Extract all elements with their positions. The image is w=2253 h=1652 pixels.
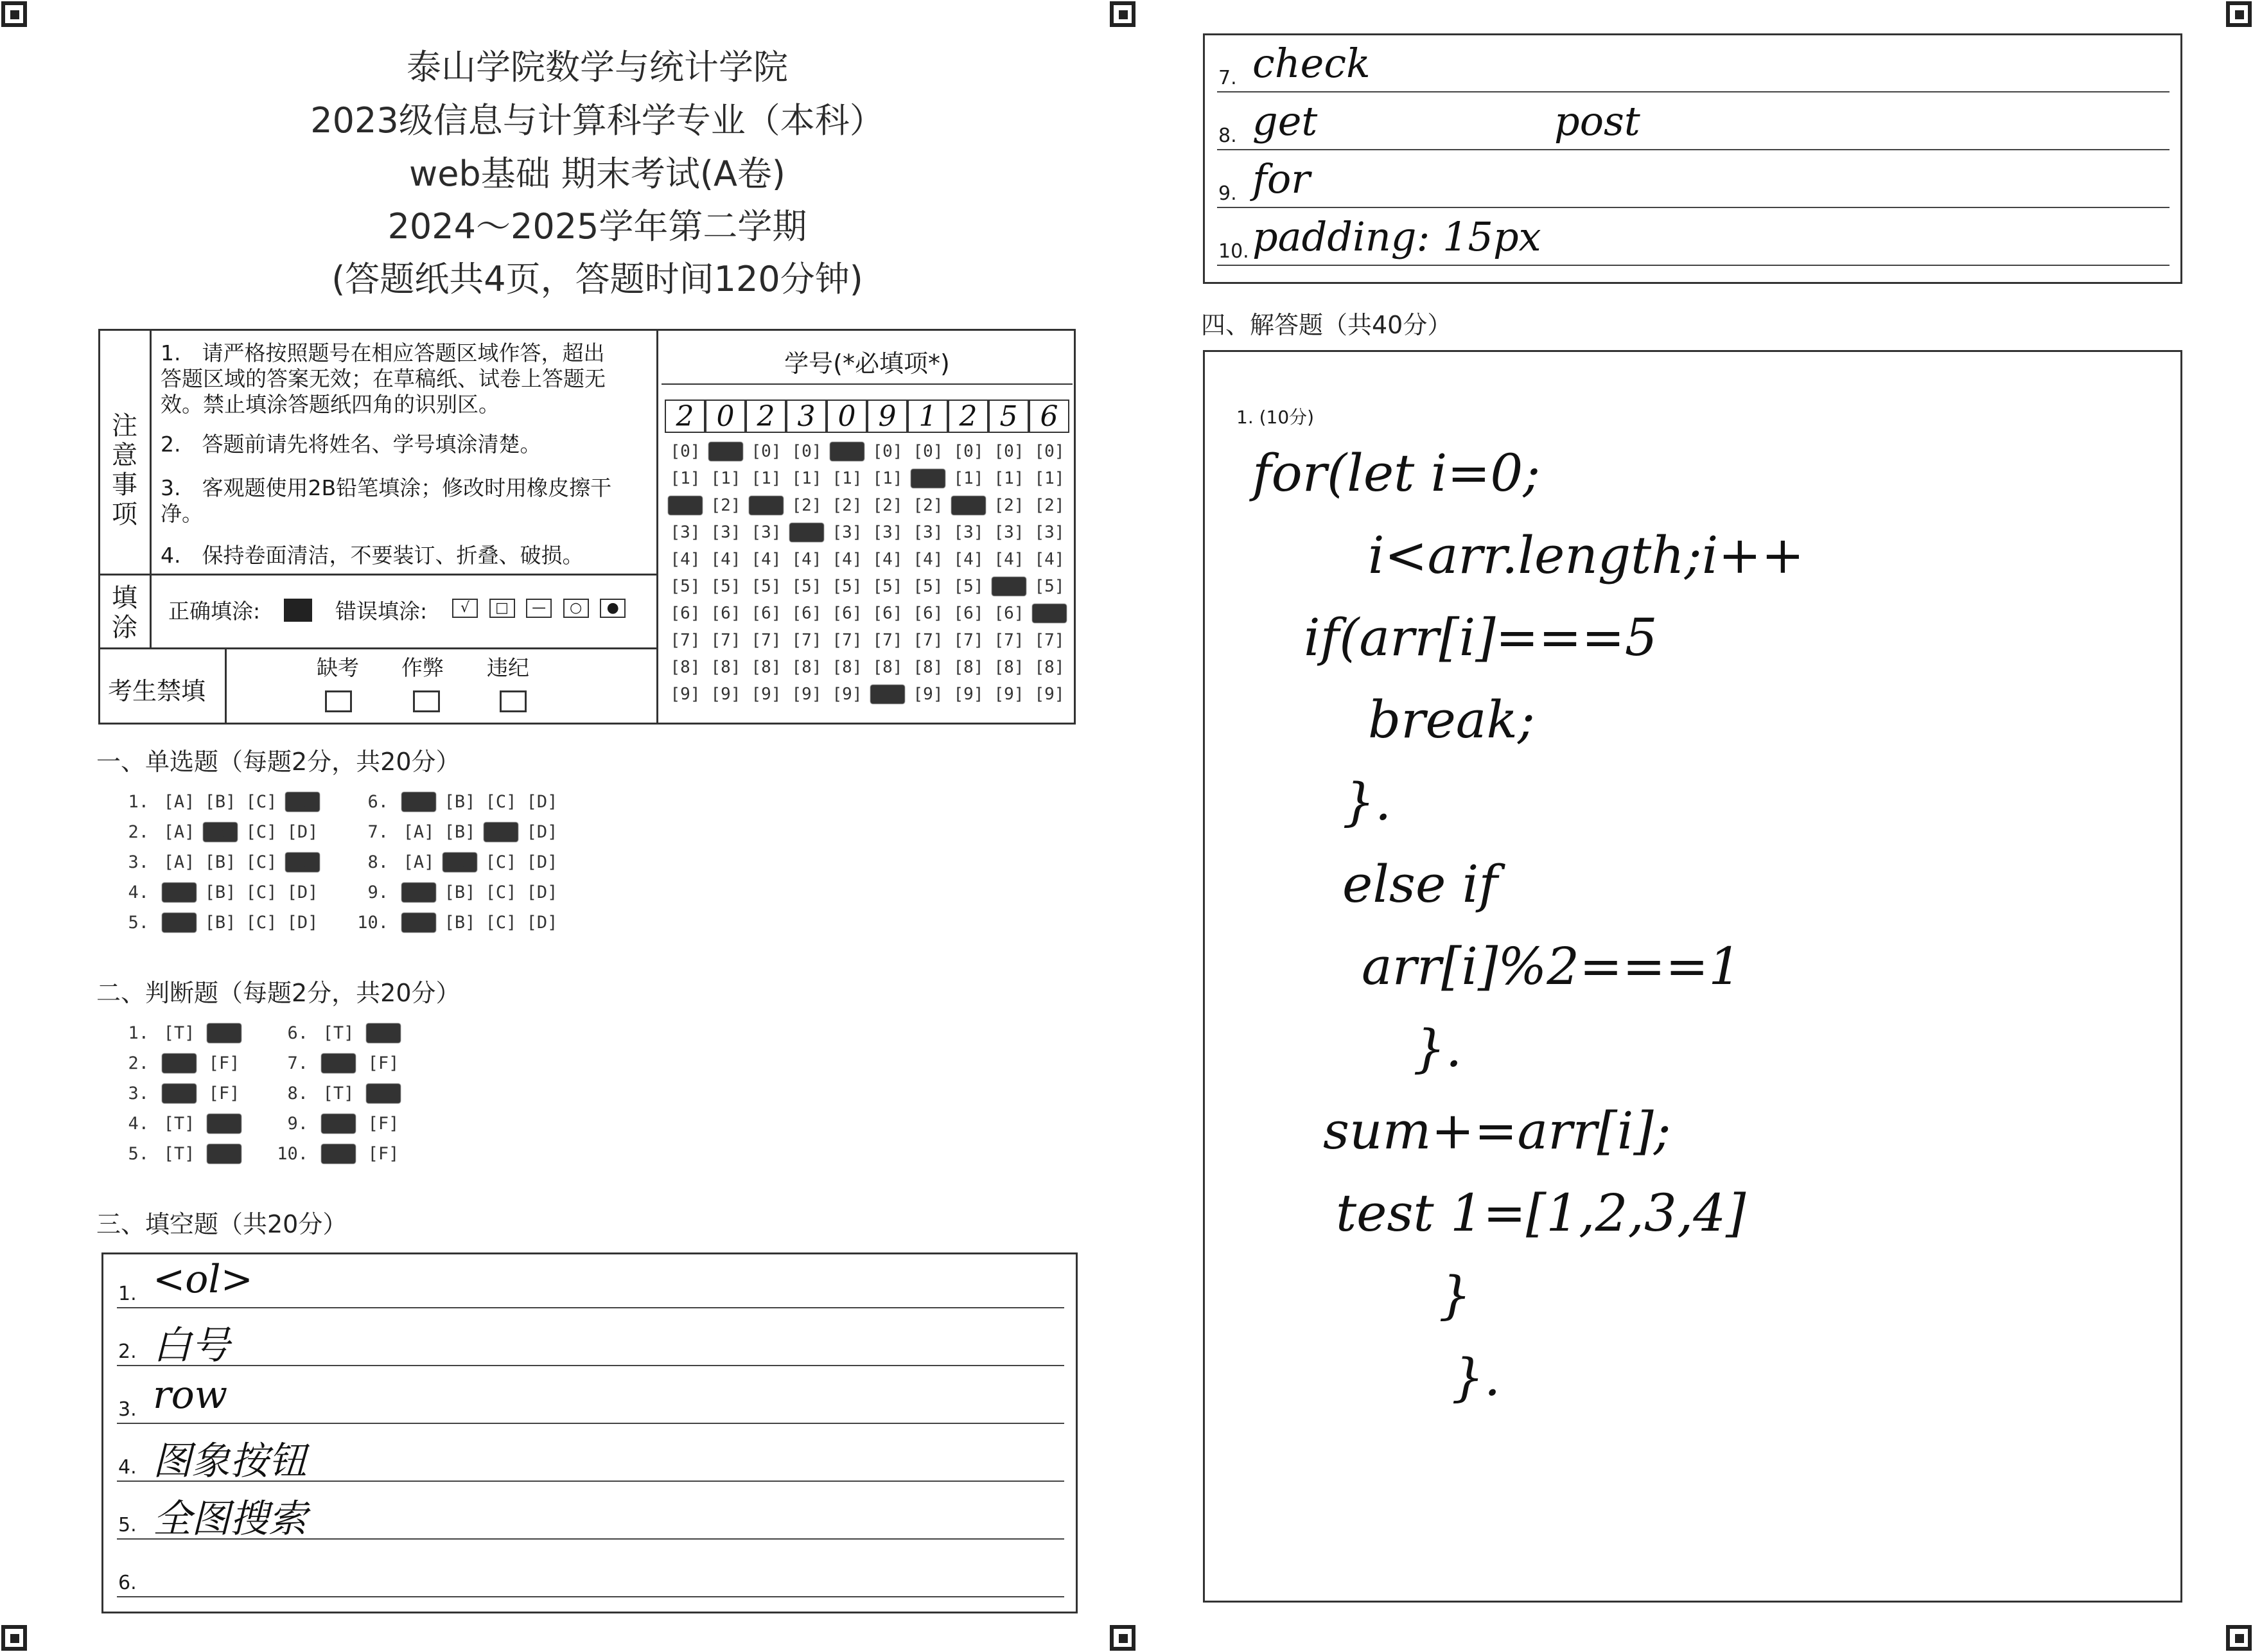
id-divider — [656, 329, 658, 725]
choice-option[interactable]: [B] — [443, 852, 477, 872]
answer-number: 3. — [118, 1398, 137, 1421]
answer-line — [1217, 265, 2170, 266]
student-id-digit: 5 — [988, 400, 1029, 433]
notice-label: 注意事项 — [112, 411, 137, 529]
student-id-bubble[interactable] — [789, 523, 824, 542]
question-number: 4. — [128, 1114, 149, 1134]
choice-option[interactable]: [C] — [485, 792, 517, 812]
answer-text: 图象按钮 — [153, 1439, 307, 1484]
registration-marker-bottom-left — [1, 1625, 27, 1651]
student-id-bubble[interactable]: [8] — [832, 658, 863, 677]
question-number: 2. — [128, 1053, 149, 1073]
student-id-bubble[interactable]: [2] — [872, 496, 903, 515]
student-id-bubble[interactable]: [5] — [670, 577, 701, 596]
student-id-bubble[interactable]: [5] — [872, 577, 903, 596]
choice-option[interactable]: [C] — [485, 852, 517, 872]
prohibit-absent-label: 缺考 — [317, 655, 359, 680]
prohibit-absent-box[interactable] — [325, 690, 352, 712]
code-line: for(let i=0; — [1252, 443, 1541, 503]
question-number: 9. — [367, 883, 389, 902]
answer-line — [117, 1423, 1064, 1424]
choice-option[interactable]: [A] — [163, 852, 195, 872]
answer-number: 10. — [1218, 240, 1249, 263]
wrong-fill-circle: ○ — [563, 599, 589, 618]
student-id-bubble[interactable]: [1] — [751, 469, 782, 488]
student-id-bubble[interactable]: [1] — [872, 469, 903, 488]
answer-number: 6. — [118, 1572, 137, 1594]
student-id-bubble[interactable]: [8] — [791, 658, 822, 677]
student-id-bubble[interactable]: [3] — [994, 523, 1024, 542]
wrong-fill-half: □ — [489, 599, 515, 618]
exam-title: web基础 期末考试(A卷) — [409, 154, 785, 194]
tf-option[interactable]: [F] — [367, 1114, 399, 1134]
student-id-bubble[interactable]: [2] — [710, 496, 741, 515]
student-id-bubble[interactable] — [749, 496, 784, 515]
code-line: test 1=[1,2,3,4] — [1336, 1183, 1746, 1243]
essay-q1-label: 1. (10分) — [1236, 407, 1315, 428]
registration-marker-top-right — [2226, 1, 2252, 27]
student-id-bubble[interactable] — [1032, 604, 1067, 623]
student-id-bubble[interactable]: [8] — [1034, 658, 1065, 677]
student-id-bubble[interactable]: [9] — [994, 685, 1024, 704]
code-line: break; — [1368, 690, 1535, 750]
student-id-bubble[interactable]: [8] — [670, 658, 701, 677]
code-line: }. — [1413, 1019, 1462, 1078]
student-id-bubble[interactable]: [4] — [670, 550, 701, 569]
question-number: 2. — [128, 822, 149, 842]
tf-option[interactable]: [F] — [367, 1053, 399, 1073]
section3-title: 三、填空题（共20分） — [96, 1210, 347, 1238]
correct-fill-example — [284, 599, 312, 622]
choice-option[interactable]: [B] — [203, 822, 238, 842]
student-id-digit: 0 — [827, 400, 867, 433]
choice-option[interactable]: [B] — [444, 913, 476, 933]
student-id-bubble[interactable]: [7] — [670, 631, 701, 650]
student-id-bubble[interactable]: [1] — [832, 469, 863, 488]
tf-option[interactable]: [T] — [322, 1023, 355, 1043]
term-title: 2024～2025学年第二学期 — [387, 206, 807, 247]
prohibit-violation-box[interactable] — [500, 690, 527, 712]
code-line: else if — [1342, 854, 1498, 914]
student-id-bubble[interactable]: [8] — [913, 658, 943, 677]
student-id-bubble[interactable]: [6] — [994, 604, 1024, 623]
student-id-bubble[interactable]: [5] — [953, 577, 984, 596]
question-number: 5. — [128, 913, 149, 933]
notice-item-4: 4. 保持卷面清洁，不要装订、折叠、破损。 — [161, 543, 584, 568]
school-title: 泰山学院数学与统计学院 — [407, 47, 788, 87]
student-id-bubble[interactable]: [9] — [1034, 685, 1065, 704]
choice-option[interactable]: [C] — [484, 822, 518, 842]
student-id-bubble[interactable]: [4] — [1034, 550, 1065, 569]
answer-text: 全图搜索 — [153, 1497, 307, 1542]
answer-text: 白号 — [153, 1323, 230, 1368]
tf-option[interactable]: [T] — [162, 1084, 197, 1103]
student-id-bubble[interactable] — [992, 577, 1026, 596]
student-id-bubble[interactable]: [9] — [710, 685, 741, 704]
student-id-bubble[interactable]: [7] — [872, 631, 903, 650]
answer-number: 7. — [1218, 67, 1237, 89]
student-id-bubble[interactable]: [8] — [751, 658, 782, 677]
student-id-bubble[interactable]: [2] — [994, 496, 1024, 515]
student-id-bubble[interactable]: [7] — [1034, 631, 1065, 650]
prohibit-cheat-box[interactable] — [413, 690, 440, 712]
question-number: 7. — [287, 1053, 308, 1073]
answer-line — [117, 1596, 1064, 1597]
student-id-bubble[interactable]: [3] — [913, 523, 943, 542]
student-id-bubble[interactable]: [4] — [872, 550, 903, 569]
tf-option[interactable]: [F] — [367, 1144, 399, 1164]
question-number: 10. — [277, 1144, 308, 1164]
student-id-bubble[interactable]: [1] — [953, 469, 984, 488]
student-id-bubble[interactable]: [6] — [953, 604, 984, 623]
answer-extra: post — [1554, 98, 1640, 145]
choice-option[interactable]: [D] — [526, 913, 558, 933]
tf-option[interactable]: [F] — [366, 1023, 401, 1043]
section1-title: 一、单选题（每题2分，共20分） — [96, 748, 460, 776]
student-id-bubble[interactable]: [0] — [953, 442, 984, 461]
student-id-bubble[interactable]: [9] — [791, 685, 822, 704]
tf-option[interactable]: [F] — [207, 1114, 241, 1134]
choice-option[interactable]: [A] — [162, 883, 197, 902]
wrong-fill-label: 错误填涂: — [335, 599, 428, 624]
question-number: 5. — [128, 1144, 149, 1164]
question-number: 1. — [128, 792, 149, 812]
student-id-bubble[interactable]: [5] — [710, 577, 741, 596]
choice-option[interactable]: [A] — [401, 792, 436, 812]
choice-option[interactable]: [D] — [526, 852, 558, 872]
student-id-bubble[interactable] — [708, 442, 743, 461]
choice-option[interactable]: [D] — [526, 822, 558, 842]
student-id-bubble[interactable]: [6] — [913, 604, 943, 623]
student-id-bubble[interactable]: [0] — [670, 442, 701, 461]
tf-option[interactable]: [T] — [321, 1114, 356, 1134]
student-id-bubble[interactable]: [3] — [670, 523, 701, 542]
student-id-title-rule — [662, 383, 1073, 385]
tf-option[interactable]: [F] — [207, 1144, 241, 1164]
choice-option[interactable]: [D] — [286, 913, 319, 933]
tf-option[interactable]: [F] — [207, 1023, 241, 1043]
student-id-bubble[interactable]: [8] — [872, 658, 903, 677]
choice-option[interactable]: [D] — [285, 852, 320, 872]
answer-number: 8. — [1218, 125, 1237, 147]
answer-text: get — [1252, 98, 1318, 145]
choice-option[interactable]: [B] — [204, 792, 236, 812]
question-number: 8. — [287, 1084, 308, 1103]
choice-option[interactable]: [D] — [526, 883, 558, 902]
answer-text: for — [1252, 155, 1310, 202]
code-line: }. — [1451, 1348, 1501, 1407]
student-id-bubble[interactable]: [2] — [832, 496, 863, 515]
tf-option[interactable]: [T] — [163, 1114, 195, 1134]
choice-option[interactable]: [D] — [286, 822, 319, 842]
student-id-bubble[interactable]: [4] — [832, 550, 863, 569]
prohibit-violation-label: 违纪 — [487, 655, 529, 680]
student-id-bubble[interactable]: [7] — [832, 631, 863, 650]
student-id-bubble[interactable]: [8] — [953, 658, 984, 677]
wrong-fill-dot: ● — [600, 599, 626, 618]
choice-option[interactable]: [C] — [245, 852, 277, 872]
choice-option[interactable]: [A] — [403, 852, 435, 872]
student-id-bubble[interactable]: [1] — [670, 469, 701, 488]
code-line: i<arr.length;i++ — [1368, 525, 1805, 585]
choice-option[interactable]: [B] — [444, 792, 476, 812]
student-id-bubble[interactable]: [3] — [832, 523, 863, 542]
question-number: 6. — [367, 792, 389, 812]
question-number: 1. — [128, 1023, 149, 1043]
registration-marker-bottom-right — [2226, 1625, 2252, 1651]
question-number: 8. — [367, 852, 389, 872]
answer-number: 9. — [1218, 182, 1237, 205]
choice-option[interactable]: [C] — [245, 883, 277, 902]
question-number: 3. — [128, 1084, 149, 1103]
student-id-digit: 0 — [705, 400, 746, 433]
question-number: 9. — [287, 1114, 308, 1134]
answer-number: 4. — [118, 1456, 137, 1479]
student-id-bubble[interactable]: [0] — [994, 442, 1024, 461]
question-number: 6. — [287, 1023, 308, 1043]
student-id-bubble[interactable]: [7] — [791, 631, 822, 650]
student-id-bubble[interactable]: [3] — [953, 523, 984, 542]
student-id-bubble[interactable]: [1] — [994, 469, 1024, 488]
prohibit-divider — [225, 647, 227, 725]
answer-line — [1217, 91, 2170, 92]
answer-line — [1217, 149, 2170, 150]
answer-number: 1. — [118, 1283, 137, 1305]
notice-item-2: 2. 答题前请先将姓名、学号填涂清楚。 — [161, 432, 541, 457]
choice-option[interactable]: [D] — [286, 883, 319, 902]
wrong-fill-check: √ — [452, 599, 478, 618]
tf-option[interactable]: [T] — [321, 1144, 356, 1164]
section2-title: 二、判断题（每题2分，共20分） — [96, 979, 460, 1007]
student-id-digit: 9 — [867, 400, 907, 433]
student-id-bubble[interactable]: [5] — [751, 577, 782, 596]
student-id-bubble[interactable]: [6] — [791, 604, 822, 623]
code-line: arr[i]%2===1 — [1362, 936, 1742, 996]
question-number: 7. — [367, 822, 389, 842]
student-id-bubble[interactable]: [6] — [670, 604, 701, 623]
registration-marker-bottom-center — [1110, 1625, 1135, 1651]
answer-text: row — [153, 1373, 228, 1418]
student-id-bubble[interactable] — [668, 496, 703, 515]
student-id-bubble[interactable]: [0] — [791, 442, 822, 461]
student-id-bubble[interactable]: [3] — [872, 523, 903, 542]
student-id-bubble[interactable]: [0] — [751, 442, 782, 461]
student-id-bubble[interactable]: [1] — [710, 469, 741, 488]
question-number: 10. — [357, 913, 389, 933]
choice-option[interactable]: [C] — [245, 822, 277, 842]
answer-line — [1217, 207, 2170, 208]
tf-option[interactable]: [T] — [163, 1023, 195, 1043]
tf-option[interactable]: [T] — [163, 1144, 195, 1164]
student-id-bubble[interactable]: [5] — [1034, 577, 1065, 596]
student-id-bubble[interactable]: [6] — [832, 604, 863, 623]
student-id-bubble[interactable]: [3] — [1034, 523, 1065, 542]
student-id-bubble[interactable]: [2] — [1034, 496, 1065, 515]
code-line: if(arr[i]===5 — [1304, 608, 1658, 667]
registration-marker-top-center — [1110, 1, 1135, 27]
question-number: 4. — [128, 883, 149, 902]
answer-text: padding: 15px — [1252, 213, 1541, 260]
student-id-bubble[interactable]: [3] — [710, 523, 741, 542]
question-number: 3. — [128, 852, 149, 872]
notice-item-3: 3. 客观题使用2B铅笔填涂；修改时用橡皮擦干净。 — [161, 475, 612, 526]
wrong-fill-examples — [450, 596, 628, 619]
choice-option[interactable]: [B] — [204, 883, 236, 902]
prohibit-cheat-label: 作弊 — [401, 655, 444, 680]
student-id-digit: 6 — [1029, 400, 1069, 433]
tf-option[interactable]: [F] — [208, 1084, 240, 1103]
choice-option[interactable]: [A] — [163, 822, 195, 842]
answer-number: 2. — [118, 1340, 137, 1363]
student-id-bubble[interactable] — [951, 496, 986, 515]
student-id-title: 学号(*必填项*) — [784, 349, 950, 378]
student-id-bubble[interactable]: [4] — [751, 550, 782, 569]
code-line: }. — [1342, 772, 1392, 832]
student-id-bubble[interactable]: [9] — [913, 685, 943, 704]
registration-marker-top-left — [1, 1, 27, 27]
student-id-bubble[interactable]: [7] — [751, 631, 782, 650]
student-id-bubble[interactable]: [7] — [953, 631, 984, 650]
choice-option[interactable]: [A] — [163, 792, 195, 812]
choice-option[interactable]: [B] — [444, 883, 476, 902]
student-id-bubble[interactable]: [7] — [994, 631, 1024, 650]
student-id-bubble[interactable]: [4] — [953, 550, 984, 569]
student-id-bubble[interactable]: [7] — [710, 631, 741, 650]
student-id-bubble[interactable]: [6] — [710, 604, 741, 623]
choice-option[interactable]: [C] — [485, 913, 517, 933]
student-id-bubble[interactable]: [5] — [791, 577, 822, 596]
answer-line — [117, 1307, 1064, 1308]
student-id-digit: 2 — [665, 400, 705, 433]
student-id-bubble[interactable]: [8] — [994, 658, 1024, 677]
student-id-digit: 2 — [746, 400, 786, 433]
student-id-bubble[interactable]: [8] — [710, 658, 741, 677]
student-id-bubble[interactable]: [1] — [791, 469, 822, 488]
choice-option[interactable]: [A] — [403, 822, 435, 842]
code-line: } — [1439, 1265, 1471, 1325]
student-id-bubble[interactable]: [2] — [791, 496, 822, 515]
student-id-digit: 2 — [948, 400, 988, 433]
student-id-bubble[interactable]: [7] — [913, 631, 943, 650]
section4-title: 四、解答题（共40分） — [1201, 311, 1452, 339]
student-id-bubble[interactable]: [9] — [832, 685, 863, 704]
notice-item-1: 1. 请严格按照题号在相应答题区域作答，超出答题区域的答案无效；在草稿纸、试卷上答题无效。禁止填涂答题纸四角的识别区。 — [161, 340, 606, 417]
exam-info: (答题纸共4页，答题时间120分钟) — [331, 259, 863, 299]
answer-text: check — [1252, 40, 1371, 87]
fill-row-divider — [98, 574, 657, 576]
choice-option[interactable]: [C] — [245, 792, 277, 812]
student-id-bubble[interactable]: [9] — [670, 685, 701, 704]
choice-option[interactable]: [A] — [162, 913, 197, 933]
student-id-bubble[interactable]: [0] — [1034, 442, 1065, 461]
answer-number: 5. — [118, 1514, 137, 1536]
code-line: sum+=arr[i]; — [1323, 1101, 1671, 1161]
student-id-bubble[interactable]: [2] — [913, 496, 943, 515]
choice-option[interactable]: [B] — [444, 822, 476, 842]
student-id-bubble[interactable]: [6] — [751, 604, 782, 623]
prohibit-label: 考生禁填 — [108, 677, 206, 705]
student-id-bubble[interactable]: [4] — [994, 550, 1024, 569]
tf-option[interactable]: [F] — [366, 1084, 401, 1103]
notice-divider — [150, 329, 152, 649]
prohibit-row-divider — [98, 647, 657, 649]
choice-option[interactable]: [C] — [245, 913, 277, 933]
choice-option[interactable]: [B] — [204, 913, 236, 933]
tf-option[interactable]: [T] — [162, 1053, 197, 1073]
wrong-fill-dash: — — [526, 599, 552, 618]
major-title: 2023级信息与计算科学专业（本科） — [310, 100, 884, 141]
student-id-bubble[interactable] — [830, 442, 864, 461]
correct-fill-label: 正确填涂: — [168, 599, 261, 624]
choice-option[interactable]: [B] — [204, 852, 236, 872]
student-id-bubble[interactable]: [1] — [1034, 469, 1065, 488]
student-id-bubble[interactable]: [5] — [832, 577, 863, 596]
choice-option[interactable]: [D] — [526, 792, 558, 812]
tf-option[interactable]: [F] — [208, 1053, 240, 1073]
student-id-bubble[interactable]: [0] — [872, 442, 903, 461]
fill-label: 填涂 — [112, 583, 137, 642]
choice-option[interactable]: [D] — [285, 792, 320, 812]
student-id-bubble[interactable]: [5] — [913, 577, 943, 596]
student-id-bubble[interactable] — [911, 469, 945, 488]
student-id-bubble[interactable]: [4] — [791, 550, 822, 569]
student-id-bubble[interactable]: [0] — [913, 442, 943, 461]
choice-option[interactable]: [C] — [485, 883, 517, 902]
student-id-bubble[interactable]: [3] — [751, 523, 782, 542]
tf-option[interactable]: [T] — [321, 1053, 356, 1073]
choice-option[interactable]: [A] — [401, 883, 436, 902]
student-id-bubble[interactable]: [4] — [710, 550, 741, 569]
student-id-bubble[interactable]: [6] — [872, 604, 903, 623]
student-id-bubble[interactable]: [4] — [913, 550, 943, 569]
tf-option[interactable]: [T] — [322, 1084, 355, 1103]
student-id-bubble[interactable]: [9] — [953, 685, 984, 704]
student-id-digit: 1 — [907, 400, 948, 433]
answer-line — [117, 1365, 1064, 1366]
student-id-bubble[interactable]: [9] — [751, 685, 782, 704]
student-id-digit: 3 — [786, 400, 827, 433]
answer-text: <ol> — [153, 1257, 253, 1302]
choice-option[interactable]: [A] — [401, 913, 436, 933]
student-id-bubble[interactable] — [870, 685, 905, 704]
